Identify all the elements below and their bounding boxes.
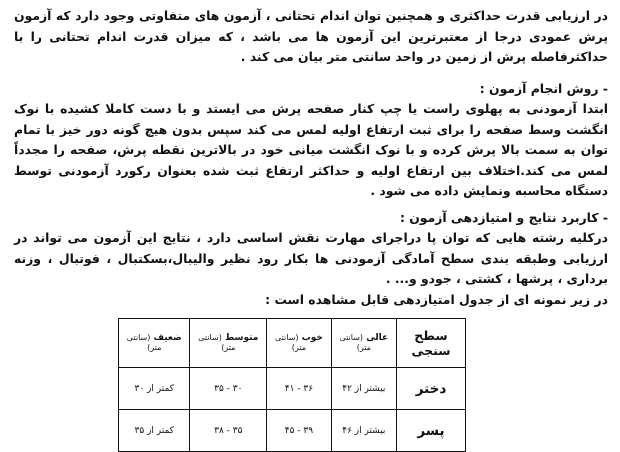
scoring-table [118,318,466,452]
row-label-girls: دختر [397,368,466,410]
application-heading: - کاربرد نتایج و امتیازدهی آزمون : [399,209,608,225]
header-level: سطح سنجی [397,319,466,368]
procedure-paragraph: ابتدا آزمودنی به پهلوی راست یا چپ کنار صفحه پرش می ایستد و با دست کاملا کشیده با نوک انگشت وسط صفحه را برای ثبت ارتفاع اولیه لمس می کند سپس بدون هیچ گونه دور خیز با تمام توان به سمت بالا پرش کرده و با نوک انگشت میانی خود در بالاترین نقطه پرش، صفحه را مجدداً لمس می کند.اختلاف بین ارتفاع اولیه و حداکثر ارتفاع ثبت شده بعنوان رکورد آزمودنی توسط دستگاه محاسبه ونمایش داده می شود . [14,101,608,198]
header-average: متوسط (سانتی متر) [190,319,267,368]
table-cell: بیشتر از ۴۲ [331,368,396,410]
table-cell: کمتر از ۳۵ [119,410,190,452]
table-cell: بیشتر از ۴۶ [331,410,396,452]
application-paragraph: درکلیه رشته هایی که توان پا دراجرای مهارت نقش اساسی دارد ، نتایج این آزمون می تواند در ارزیابی وطبقه بندی سطح آمادگی آزمودنی ها بکار رود نظیر والیبال،بسکتبال ، فوتبال ، وزنه برداری ، پرشها ، کشتی ، جودو و... . [14,230,608,286]
table-cell: کمتر از ۳۰ [119,368,190,410]
table-cell: ۳۶ - ۴۱ [267,368,332,410]
header-excellent: عالی (سانتی متر) [331,319,396,368]
table-header-row [119,319,466,368]
procedure-heading: - روش انجام آزمون : [479,80,608,96]
table-row [119,368,466,410]
table-cell: ۳۵ - ۳۸ [190,410,267,452]
header-weak: ضعیف (سانتی متر) [119,319,190,368]
table-intro: در زیر نمونه ای از جدول امتیازدهی قابل مشاهده است : [265,291,608,307]
table-cell: ۳۹ - ۴۵ [267,410,332,452]
table-row [119,410,466,452]
intro-paragraph: در ارزیابی قدرت حداکثری و همچنین توان اندام تحتانی ، آزمون های متفاوتی وجود دارد که آزمون پرش عمودی درجا از معتبرترین این آزمون ها می باشد ، که میزان قدرت اندام تحتانی را با حداکثرفاصله پرش از زمین در واحد سانتی متر بیان می کند . [14,8,608,64]
table-cell: ۳۰ - ۳۵ [190,368,267,410]
row-label-boys: پسر [397,410,466,452]
header-good: خوب (سانتی متر) [267,319,332,368]
